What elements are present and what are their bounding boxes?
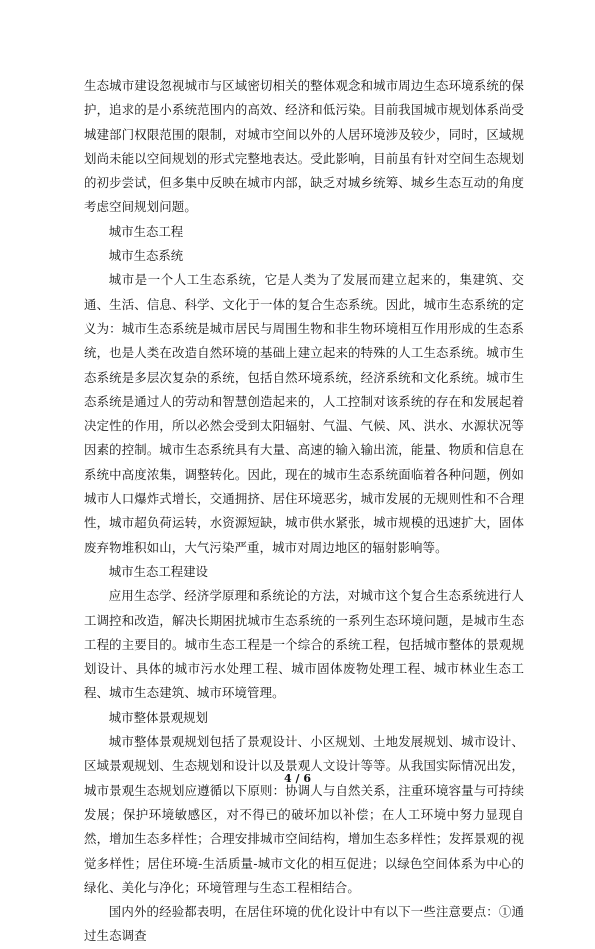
paragraph: 城市整体景观规划包括了景观设计、小区规划、土地发展规划、城市设计、区域景观规划、生态规划和设计以及景观人文设计等等。从我国实际情况出发，城市景观生态规划应遵循以下原则：协调人与自然关系，注重环境容量与可持续发展；保护环境敏感区，对不得已的破坏加以补偿；在人工环境中努力显现自然，增加生态多样性；合理安排城市空间结构，增加生态多样性；发挥景观的视觉多样性；居住环境-生活质量-城市文化的相互促进；以绿色空间体系为中心的绿化、美化与净化；环境管理与生态工程相结合。 bbox=[84, 734, 524, 895]
paragraph: 生态城市建设忽视城市与区域密切相关的整体观念和城市周边生态环境系统的保护，追求的是小系统范围内的高效、经济和低污染。目前我国城市规划体系尚受城建部门权限范围的限制，对城市空间以外的人居环境涉及较少，同时，区域规划尚未能以空间规划的形式完整地表达。受此影响，目前虽有针对空间生态规划的初步尝试，但多集中反映在城市内部，缺乏对城乡统筹、城乡生态互动的角度考虑空间规划问题。 bbox=[84, 78, 524, 215]
paragraph: 城市是一个人工生态系统，它是人类为了发展而建立起来的，集建筑、交通、生活、信息、科学、文化于一体的复合生态系统。因此，城市生态系统的定义为：城市生态系统是城市居民与周围生物和非生物环境相互作用形成的生态系统，也是人类在改造自然环境的基础上建立起来的特殊的人工生态系统。城市生态系统是多层次复杂的系统，包括自然环境系统，经济系统和文化系统。城市生态系统是通过人的劳动和智慧创造起来的，人工控制对该系统的存在和发展起着决定性的作用，所以必然会受到太阳辐射、气温、气候、风、洪水、水源状况等因素的控制。城市生态系统具有大量、高速的输入输出流，能量、物质和信息在系统中高度浓集，调整转化。因此，现在的城市生态系统面临着各种问题，例如城市人口爆炸式增长，交通拥挤、居住环境恶劣，城市发展的无规则性和不合理性，城市超负荷运转，水资源短缺，城市供水紧张，城市规模的迅速扩大，固体废弃物堆积如山，大气污染严重，城市对周边地区的辐射影响等。 bbox=[84, 272, 524, 555]
document-body bbox=[84, 74, 524, 949]
section-heading: 城市生态系统 bbox=[108, 248, 184, 264]
page-number: 4 / 6 bbox=[284, 772, 311, 785]
section-heading: 城市整体景观规划 bbox=[108, 709, 208, 725]
section-heading: 城市生态工程建设 bbox=[108, 563, 208, 579]
paragraph: 国内外的经验都表明，在居住环境的优化设计中有以下一些注意要点：①通过生态调查 bbox=[84, 904, 524, 944]
section-heading: 城市生态工程 bbox=[108, 223, 184, 239]
paragraph: 应用生态学、经济学原理和系统论的方法，对城市这个复合生态系统进行人工调控和改造，解决长期困扰城市生态系统的一系列生态环境问题，是城市生态工程的主要目的。城市生态工程是一个综合的系统工程，包括城市整体的景观规划设计、具体的城市污水处理工程、城市固体废物处理工程、城市林业生态工程、城市生态建筑、城市环境管理。 bbox=[84, 588, 524, 701]
